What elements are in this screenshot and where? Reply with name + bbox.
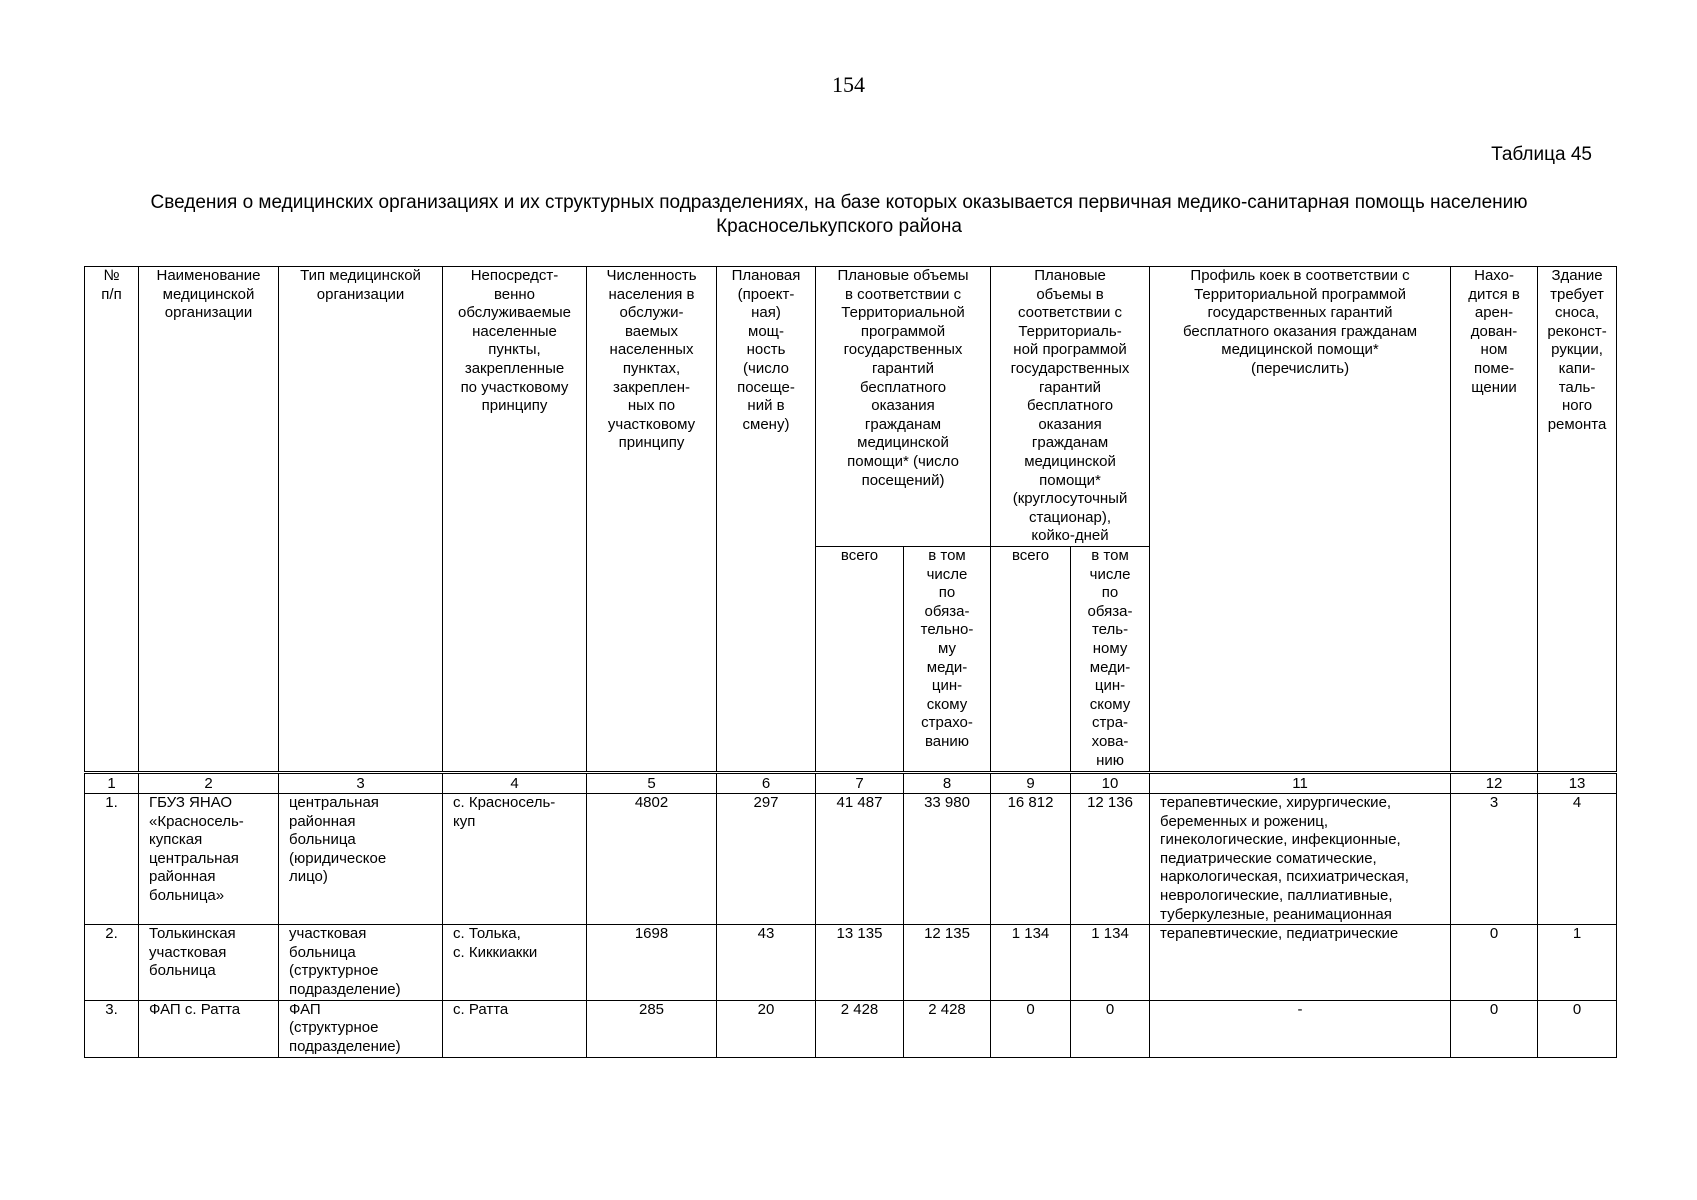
- building-repair: 1: [1538, 925, 1617, 1000]
- column-number: 10: [1071, 773, 1150, 794]
- column-number: 5: [587, 773, 717, 794]
- population: 285: [587, 1000, 717, 1057]
- medical-organizations-table: [84, 266, 1617, 1058]
- organization-type: участковая больница (структурное подразделение): [279, 925, 443, 1000]
- header-planned-capacity: Плановая (проект- ная) мощ- ность (число посеще- ний в смену): [717, 267, 816, 773]
- organization-name: Толькинская участковая больница: [139, 925, 279, 1000]
- header-rented-premises: Нахо- дится в арен- дован- ном поме- щении: [1451, 267, 1538, 773]
- column-number: 3: [279, 773, 443, 794]
- bed-days-total: 1 134: [991, 925, 1071, 1000]
- header-bed-days-total: всего: [991, 547, 1071, 773]
- header-building-repair: Здание требует сноса, реконст- рукции, капи- таль- ного ремонта: [1538, 267, 1617, 773]
- column-number: 2: [139, 773, 279, 794]
- visits-oms: 33 980: [904, 794, 991, 925]
- building-repair: 0: [1538, 1000, 1617, 1057]
- organization-type: ФАП (структурное подразделение): [279, 1000, 443, 1057]
- bed-profile: терапевтические, педиатрические: [1150, 925, 1451, 1000]
- table-row: [85, 1000, 1617, 1057]
- table-label: Таблица 45: [1491, 144, 1592, 165]
- planned-capacity: 297: [717, 794, 816, 925]
- bed-days-total: 16 812: [991, 794, 1071, 925]
- header-visits-total: всего: [816, 547, 904, 773]
- header-organization-name: Наименование медицинской организации: [139, 267, 279, 773]
- served-settlements: с. Толька, с. Киккиакки: [443, 925, 587, 1000]
- visits-total: 41 487: [816, 794, 904, 925]
- column-number: 7: [816, 773, 904, 794]
- bed-days-total: 0: [991, 1000, 1071, 1057]
- row-number: 2.: [85, 925, 139, 1000]
- header-bed-days-oms: в том числе по обяза- тель- ному меди- цин- скому стра- хова- нию: [1071, 547, 1150, 773]
- header-planned-bed-days: Плановые объемы в соответствии с Территориаль- ной программой государственных гарантий бесплатного оказания гражданам медицинской помощи* (круглосуточный стационар), койко-дней: [991, 267, 1150, 547]
- organization-name: ГБУЗ ЯНАО «Красносель- купская центральная районная больница»: [139, 794, 279, 925]
- column-number: 6: [717, 773, 816, 794]
- column-number: 13: [1538, 773, 1617, 794]
- rented-premises: 0: [1451, 1000, 1538, 1057]
- visits-oms: 2 428: [904, 1000, 991, 1057]
- bed-days-oms: 0: [1071, 1000, 1150, 1057]
- header-served-settlements: Непосредст- венно обслуживаемые населенные пункты, закрепленные по участковому принципу: [443, 267, 587, 773]
- column-numbers-row: [85, 773, 1617, 794]
- visits-total: 13 135: [816, 925, 904, 1000]
- header-number: № п/п: [85, 267, 139, 773]
- column-number: 12: [1451, 773, 1538, 794]
- population: 4802: [587, 794, 717, 925]
- page-number: 154: [832, 72, 865, 97]
- header-bed-profile: Профиль коек в соответствии с Территориальной программой государственных гарантий бесплатного оказания гражданам медицинской помощи* (перечислить): [1150, 267, 1451, 773]
- header-organization-type: Тип медицинской организации: [279, 267, 443, 773]
- building-repair: 4: [1538, 794, 1617, 925]
- visits-total: 2 428: [816, 1000, 904, 1057]
- header-visits-oms: в том числе по обяза- тельно- му меди- цин- скому страхо- ванию: [904, 547, 991, 773]
- document-title-line-2: Красноселькупского района: [716, 216, 962, 237]
- bed-profile: терапевтические, хирургические, беременных и рожениц, гинекологические, инфекционные, педиатрические соматические, наркологическая, психиатрическая, неврологические, паллиативные, туберкулезные, реанимационная: [1150, 794, 1451, 925]
- table-row: [85, 794, 1617, 925]
- organization-type: центральная районная больница (юридическое лицо): [279, 794, 443, 925]
- row-number: 1.: [85, 794, 139, 925]
- population: 1698: [587, 925, 717, 1000]
- row-number: 3.: [85, 1000, 139, 1057]
- document-title-line-1: Сведения о медицинских организациях и их структурных подразделениях, на базе которых оказывается первичная медико-санитарная помощь населению: [150, 192, 1528, 213]
- rented-premises: 3: [1451, 794, 1538, 925]
- column-number: 1: [85, 773, 139, 794]
- table-row: [85, 925, 1617, 1000]
- bed-days-oms: 1 134: [1071, 925, 1150, 1000]
- served-settlements: с. Красносель- куп: [443, 794, 587, 925]
- planned-capacity: 20: [717, 1000, 816, 1057]
- header-population: Численность населения в обслужи- ваемых населенных пунктах, закреплен- ных по участковому принципу: [587, 267, 717, 773]
- visits-oms: 12 135: [904, 925, 991, 1000]
- bed-profile: -: [1150, 1000, 1451, 1057]
- organization-name: ФАП с. Ратта: [139, 1000, 279, 1057]
- header-planned-visits: Плановые объемы в соответствии с Территориальной программой государственных гарантий бесплатного оказания гражданам медицинской помощи* (число посещений): [816, 267, 991, 547]
- column-number: 11: [1150, 773, 1451, 794]
- column-number: 8: [904, 773, 991, 794]
- bed-days-oms: 12 136: [1071, 794, 1150, 925]
- document-title: [84, 191, 1594, 239]
- served-settlements: с. Ратта: [443, 1000, 587, 1057]
- rented-premises: 0: [1451, 925, 1538, 1000]
- planned-capacity: 43: [717, 925, 816, 1000]
- column-number: 4: [443, 773, 587, 794]
- header-row-1: [85, 267, 1617, 547]
- column-number: 9: [991, 773, 1071, 794]
